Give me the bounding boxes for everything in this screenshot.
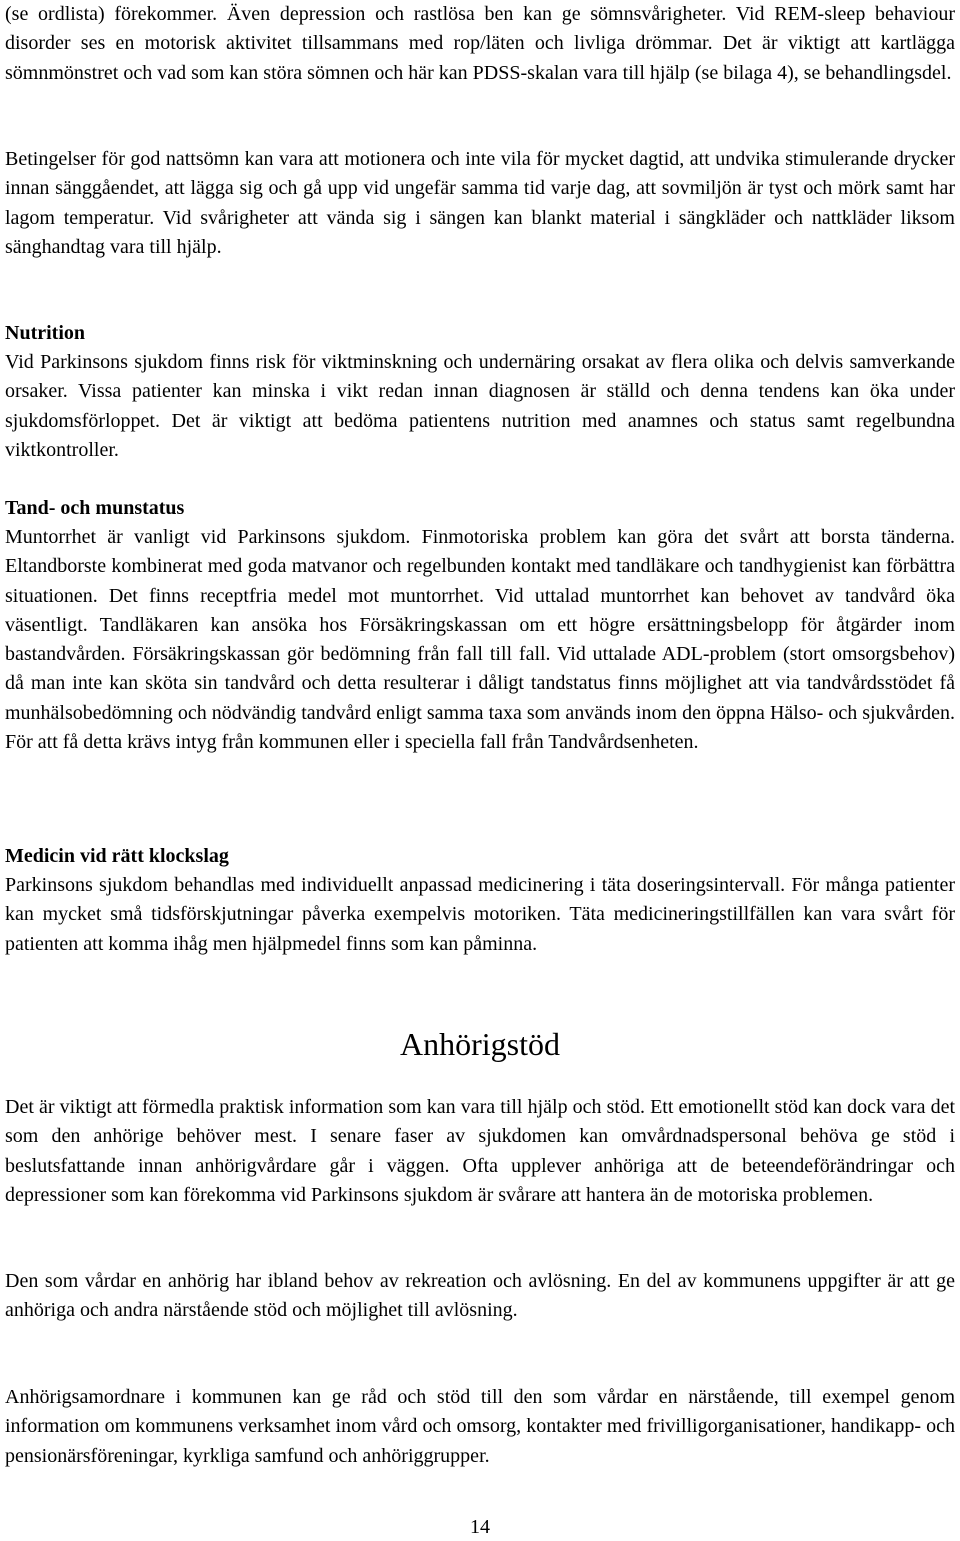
medication-paragraph: Parkinsons sjukdom behandlas med individuellt anpassad medicinering i täta doseringsintervall. För många patienter kan mycket små tidsförskjutningar påverka exempelvis motoriken. Täta medicineringstillfällen kan vara svårt för patienten att komma ihåg men hjälpmedel finns som kan påminna.	[5, 874, 955, 955]
page-number: 14	[470, 1516, 490, 1538]
dental-heading: Tand- och munstatus	[5, 497, 185, 519]
section-title: Anhörigstöd	[400, 1026, 560, 1062]
sleep-conditions-paragraph: Betingelser för god nattsömn kan vara att motionera och inte vila för mycket dagtid, att undvika stimulerande drycker innan sänggåendet, att lägga sig och gå upp vid ungefär samma tid varje dag, att sovmiljön är tyst och mörk samt har lagom temperatur. Vid svårigheter att vända sig i sängen kan blankt material i sängkläder och nattkläder liksom sänghandtag vara till hjälp.	[5, 148, 955, 258]
dental-paragraph: Muntorrhet är vanligt vid Parkinsons sjukdom. Finmotoriska problem kan göra det svårt att borsta tänderna. Eltandborste kombinerat med goda matvanor och regelbunden kontakt med tandläkare och tandhygienist kan förbättra situationen. Det finns receptfria medel mot muntorrhet. Vid uttalad muntorrhet kan behovet av tandvård öka väsentligt. Tandläkaren kan ansöka hos Försäkringskassan om ett högre ersättningsbelopp för åtgärder inom bastandvården. Försäkringskassan gör bedömning från fall till fall. Vid uttalade ADL-problem (stort omsorgsbehov) då man inte kan sköta sin tandvård och detta resulterar i dåligt tandstatus finns möjlighet att via tandvårdsstödet få munhälsobedömning och nödvändig tandvård enligt samma taxa som används inom den öppna Hälso- och sjukvården. För att få detta krävs intyg från kommunen eller i speciella fall från Tandvårdsenheten.	[5, 526, 955, 754]
relatives-paragraph-1: Det är viktigt att förmedla praktisk information som kan vara till hjälp och stöd. Ett emotionellt stöd kan dock vara det som den anhörige behöver mest. I senare faser av sjukdomen kan omvårdnadspersonal behöva ge stöd i beslutsfattande innan anhörigvårdare går i väggen. Ofta upplever anhöriga att de beteendeförändringar och depressioner som kan förekomma vid Parkinsons sjukdom är svårare att hantera än de motoriska problemen.	[5, 1096, 955, 1206]
medication-heading: Medicin vid rätt klockslag	[5, 845, 229, 867]
intro-paragraph: (se ordlista) förekommer. Även depression och rastlösa ben kan ge sömnsvårigheter. Vid REM-sleep behaviour disorder ses en motorisk aktivitet tillsammans med rop/läten och livliga drömmar. Det är viktigt att kartlägga sömnmönstret och vad som kan störa sömnen och här kan PDSS-skalan vara till hjälp (se bilaga 4), se behandlingsdel.	[5, 3, 955, 84]
relatives-paragraph-3: Anhörigsamordnare i kommunen kan ge råd och stöd till den som vårdar en närstående, till exempel genom information om kommunens verksamhet inom vård och omsorg, kontakter med frivilligorganisationer, handikapp- och pensionärsföreningar, kyrkliga samfund och anhöriggrupper.	[5, 1386, 955, 1467]
nutrition-heading: Nutrition	[5, 322, 85, 344]
nutrition-paragraph: Vid Parkinsons sjukdom finns risk för viktminskning och undernäring orsakat av flera olika och delvis samverkande orsaker. Vissa patienter kan minska i vikt redan innan diagnosen är ställd och denna tendens kan öka under sjukdomsförloppet. Det är viktigt att bedöma patientens nutrition med anamnes och status samt regelbundna viktkontroller.	[5, 351, 955, 461]
relatives-paragraph-2: Den som vårdar en anhörig har ibland behov av rekreation och avlösning. En del av kommunens uppgifter är att ge anhöriga och andra närstående stöd och möjlighet till avlösning.	[5, 1270, 955, 1322]
